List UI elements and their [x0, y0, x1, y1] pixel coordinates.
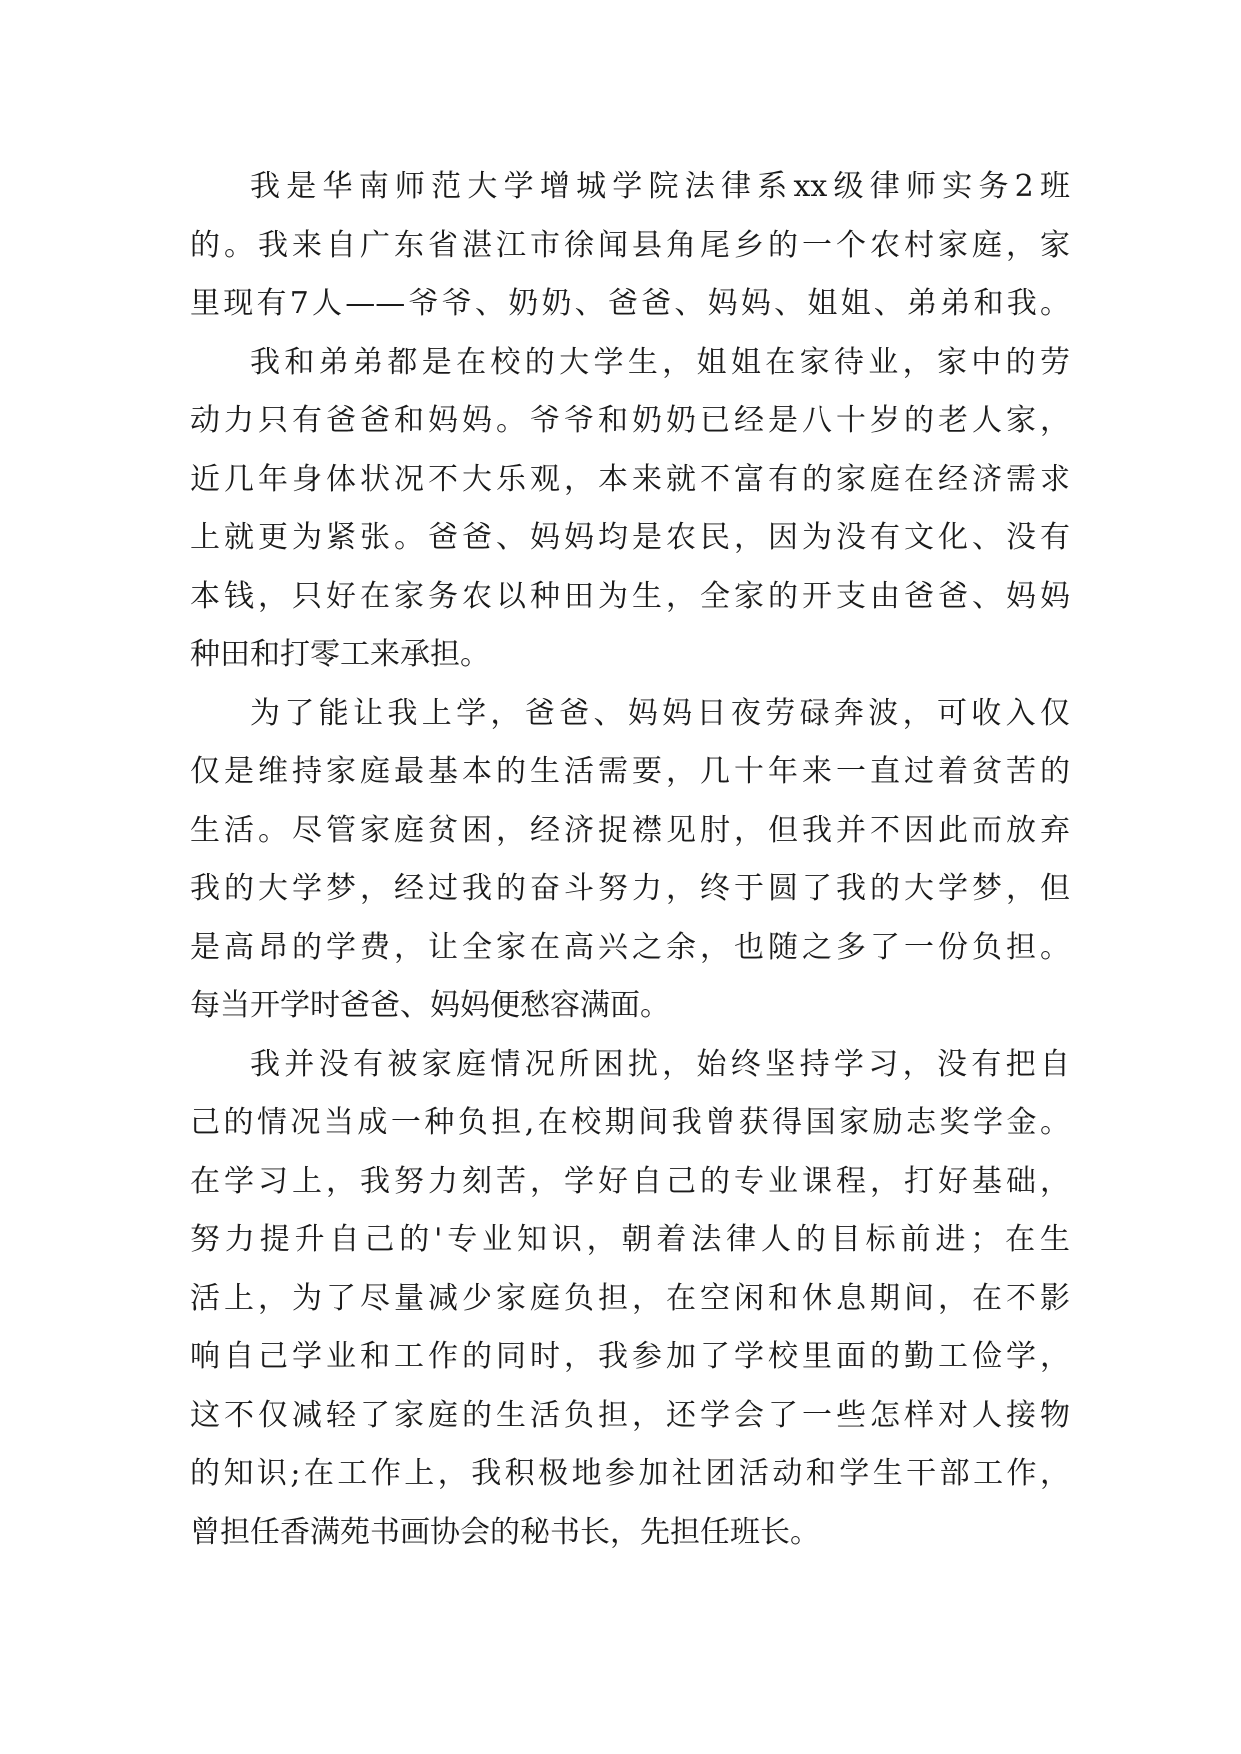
paragraph-4 — [190, 1036, 1070, 1563]
text-line: 曾担任香满苑书画协会的秘书长，先担任班长。 — [190, 1514, 820, 1550]
text-line: 己的情况当成一种负担,在校期间我曾获得国家励志奖学金。 — [190, 1105, 1070, 1140]
text-line: 我和弟弟都是在校的大学生，姐姐在家待业，家中的劳 — [250, 344, 1070, 380]
text-line: 仅是维持家庭最基本的生活需要，几十年来一直过着贫苦的 — [190, 754, 1070, 789]
document-body — [190, 158, 1070, 1562]
text-line: 每当开学时爸爸、妈妈便愁容满面。 — [190, 988, 670, 1023]
text-line: 这不仅减轻了家庭的生活负担，还学会了一些怎样对人接物 — [190, 1397, 1070, 1433]
text-line: 为了能让我上学，爸爸、妈妈日夜劳碌奔波，可收入仅 — [250, 695, 1070, 731]
text-line: 生活。尽管家庭贫困，经济捉襟见肘，但我并不因此而放弃 — [190, 812, 1070, 848]
text-line: 是高昂的学费，让全家在高兴之余，也随之多了一份负担。 — [190, 929, 1070, 965]
text-line: 活上，为了尽量减少家庭负担，在空闲和休息期间，在不影 — [190, 1280, 1070, 1316]
text-line: 动力只有爸爸和妈妈。爷爷和奶奶已经是八十岁的老人家， — [190, 403, 1070, 438]
text-line: 我并没有被家庭情况所困扰，始终坚持学习，没有把自 — [250, 1046, 1070, 1082]
paragraph-1 — [190, 158, 1070, 334]
text-line: 响自己学业和工作的同时，我参加了学校里面的勤工俭学， — [190, 1339, 1070, 1374]
paragraph-3 — [190, 685, 1070, 1036]
text-line: 本钱，只好在家务农以种田为生，全家的开支由爸爸、妈妈 — [190, 578, 1070, 614]
text-line: 努力提升自己的'专业知识，朝着法律人的目标前进；在生 — [190, 1222, 1070, 1257]
text-line: 的知识;在工作上，我积极地参加社团活动和学生干部工作， — [190, 1456, 1070, 1491]
text-line: 的。我来自广东省湛江市徐闻县角尾乡的一个农村家庭，家 — [190, 227, 1070, 263]
text-line: 里现有7人——爷爷、奶奶、爸爸、妈妈、姐姐、弟弟和我。 — [190, 286, 1070, 321]
text-line: 上就更为紧张。爸爸、妈妈均是农民，因为没有文化、没有 — [190, 520, 1070, 555]
text-line: 种田和打零工来承担。 — [190, 637, 490, 672]
text-line: 近几年身体状况不大乐观，本来就不富有的家庭在经济需求 — [190, 461, 1070, 497]
text-line: 在学习上，我努力刻苦，学好自己的专业课程，打好基础， — [190, 1163, 1070, 1199]
paragraph-2 — [190, 334, 1070, 685]
text-line: 我的大学梦，经过我的奋斗努力，终于圆了我的大学梦，但 — [190, 871, 1070, 906]
text-line: 我是华南师范大学增城学院法律系xx级律师实务2班 — [250, 169, 1070, 204]
